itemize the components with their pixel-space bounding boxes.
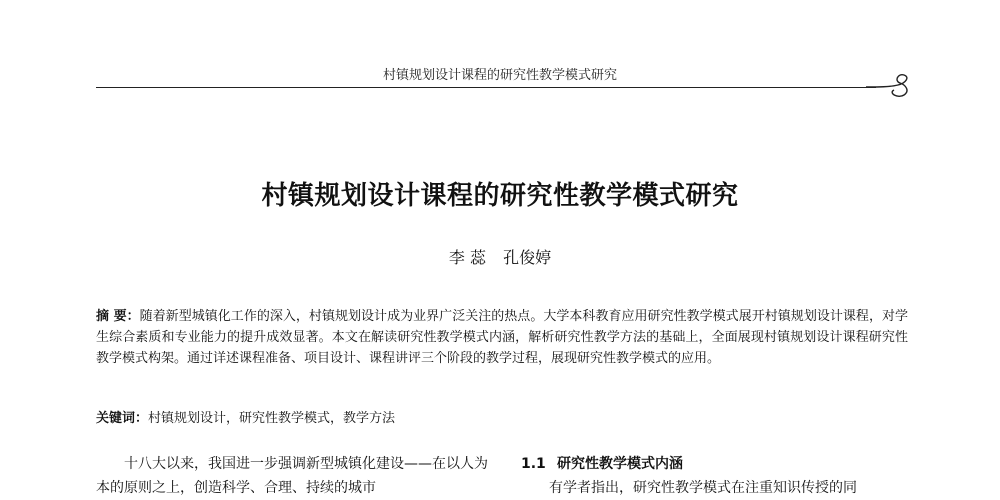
keywords-text: 村镇规划设计，研究性教学模式，教学方法 (148, 411, 396, 426)
header-rule (96, 87, 876, 88)
abstract-label: 摘 要： (96, 309, 140, 324)
body-right-column: 有学者指出，研究性教学模式在注重知识传授的同 (549, 480, 857, 496)
running-head: 村镇规划设计课程的研究性教学模式研究 (382, 68, 617, 83)
section-number: 1.1 (521, 456, 546, 472)
keywords-label: 关键词： (96, 411, 149, 426)
author-name: 李 蕊 (448, 248, 486, 267)
abstract (96, 306, 908, 369)
body-left-column: 十八大以来，我国进一步强调新型城镇化建设——在以人为本的原则之上，创造科学、合理、持续的城市 (96, 456, 488, 496)
abstract-text: 随着新型城镇化工作的深入，村镇规划设计成为业界广泛关注的热点。大学本科教育应用研究性教学模式展开村镇规划设计课程，对学生综合素质和专业能力的提升成效显著。本文在解读研究性教学模式内涵，解析研究性教学方法的基础上，全面展现村镇规划设计课程研究性教学模式构架。通过详述课程准备、项目设计、课程讲评三个阶段的教学过程，展现研究性教学模式的应用。 (96, 309, 908, 366)
author-name: 孔俊婷 (503, 248, 552, 267)
section-heading (521, 452, 911, 476)
paper-title: 村镇规划设计课程的研究性教学模式研究 (261, 181, 739, 211)
author-list (0, 245, 1000, 268)
swirl-ornament-icon (864, 71, 914, 101)
section-title: 研究性教学模式内涵 (557, 456, 683, 472)
keywords (96, 408, 908, 429)
